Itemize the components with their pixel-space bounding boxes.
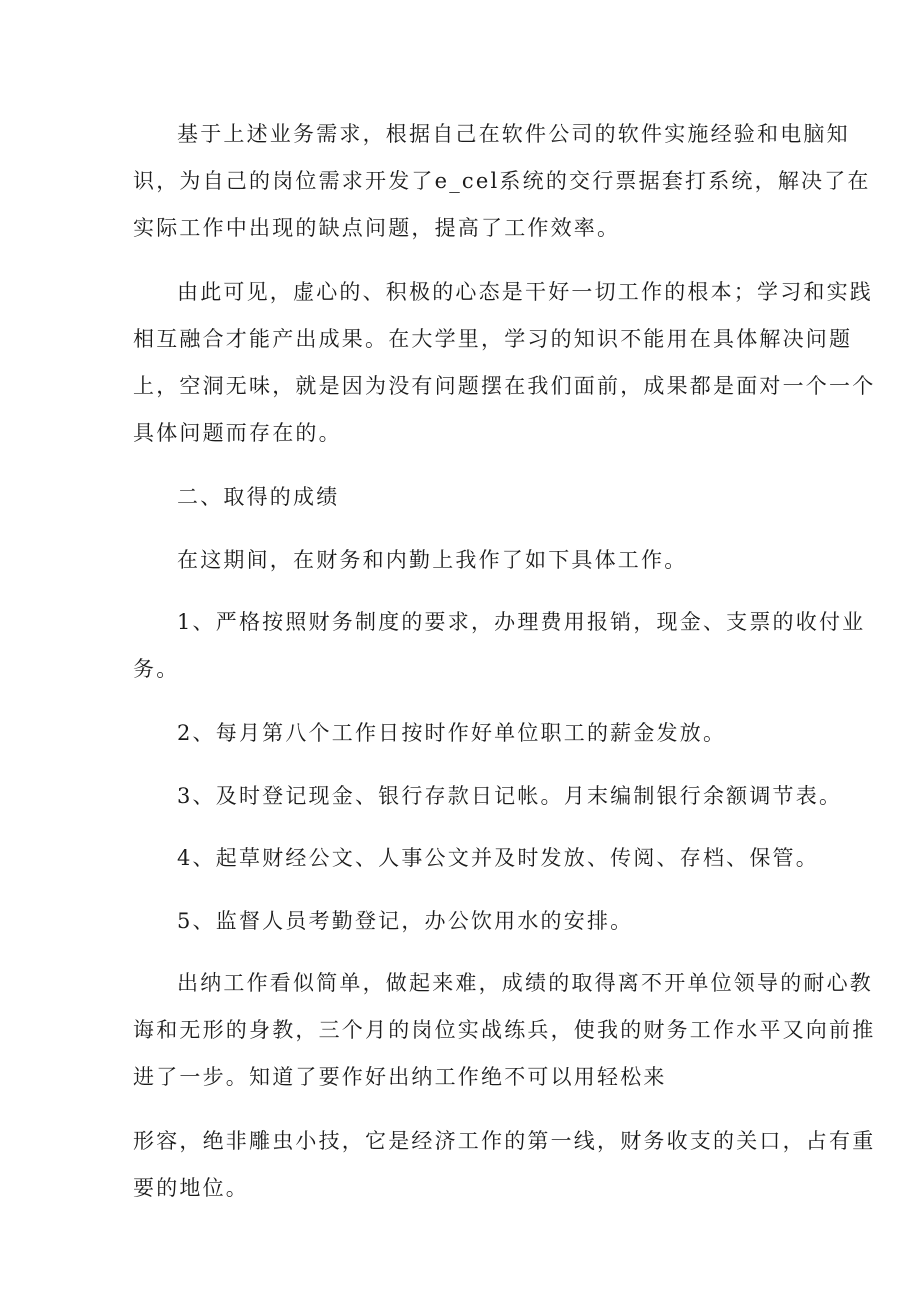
paragraph-2-line-4: 具体问题而存在的。 xyxy=(133,421,342,445)
paragraph-2-line-1: 由此可见，虚心的、积极的心态是干好一切工作的根本；学习和实践 xyxy=(177,280,873,304)
paragraph-3-line-2: 诲和无形的身教，三个月的岗位实战练兵，使我的财务工作水平又向前推 xyxy=(133,1018,876,1042)
paragraph-1-line-2: 识，为自己的岗位需求开发了e_cel系统的交行票据套打系统，解决了在 xyxy=(133,169,871,193)
list-item-4: 4、起草财经公文、人事公文并及时发放、传阅、存档、保管。 xyxy=(177,846,819,870)
paragraph-4-line-1: 形容，绝非雕虫小技，它是经济工作的第一线，财务收支的关口，占有重 xyxy=(133,1129,876,1153)
paragraph-1-line-1: 基于上述业务需求，根据自己在软件公司的软件实施经验和电脑知 xyxy=(177,122,850,146)
intro-text: 在这期间，在财务和内勤上我作了如下具体工作。 xyxy=(177,548,688,572)
list-item-3: 3、及时登记现金、银行存款日记帐。月末编制银行余额调节表。 xyxy=(177,784,843,808)
list-item-1-line-2: 务。 xyxy=(133,657,180,681)
paragraph-2-line-2: 相互融合才能产出成果。在大学里，学习的知识不能用在具体解决问题 xyxy=(133,327,853,351)
section-heading: 二、取得的成绩 xyxy=(177,485,340,509)
paragraph-3-line-3: 进了一步。知道了要作好出纳工作绝不可以用轻松来 xyxy=(133,1065,667,1089)
paragraph-4-line-2: 要的地位。 xyxy=(133,1176,249,1200)
paragraph-1-line-3: 实际工作中出现的缺点问题，提高了工作效率。 xyxy=(133,216,621,240)
paragraph-2-line-3: 上，空洞无味，就是因为没有问题摆在我们面前，成果都是面对一个一个 xyxy=(133,374,876,398)
list-item-5: 5、监督人员考勤登记，办公饮用水的安排。 xyxy=(177,909,634,933)
paragraph-3-line-1: 出纳工作看似简单，做起来难，成绩的取得离不开单位领导的耐心教 xyxy=(177,971,873,995)
list-item-1-line-1: 1、严格按照财务制度的要求，办理费用报销，现金、支票的收付业 xyxy=(177,610,866,634)
list-item-2: 2、每月第八个工作日按时作好单位职工的薪金发放。 xyxy=(177,721,727,745)
